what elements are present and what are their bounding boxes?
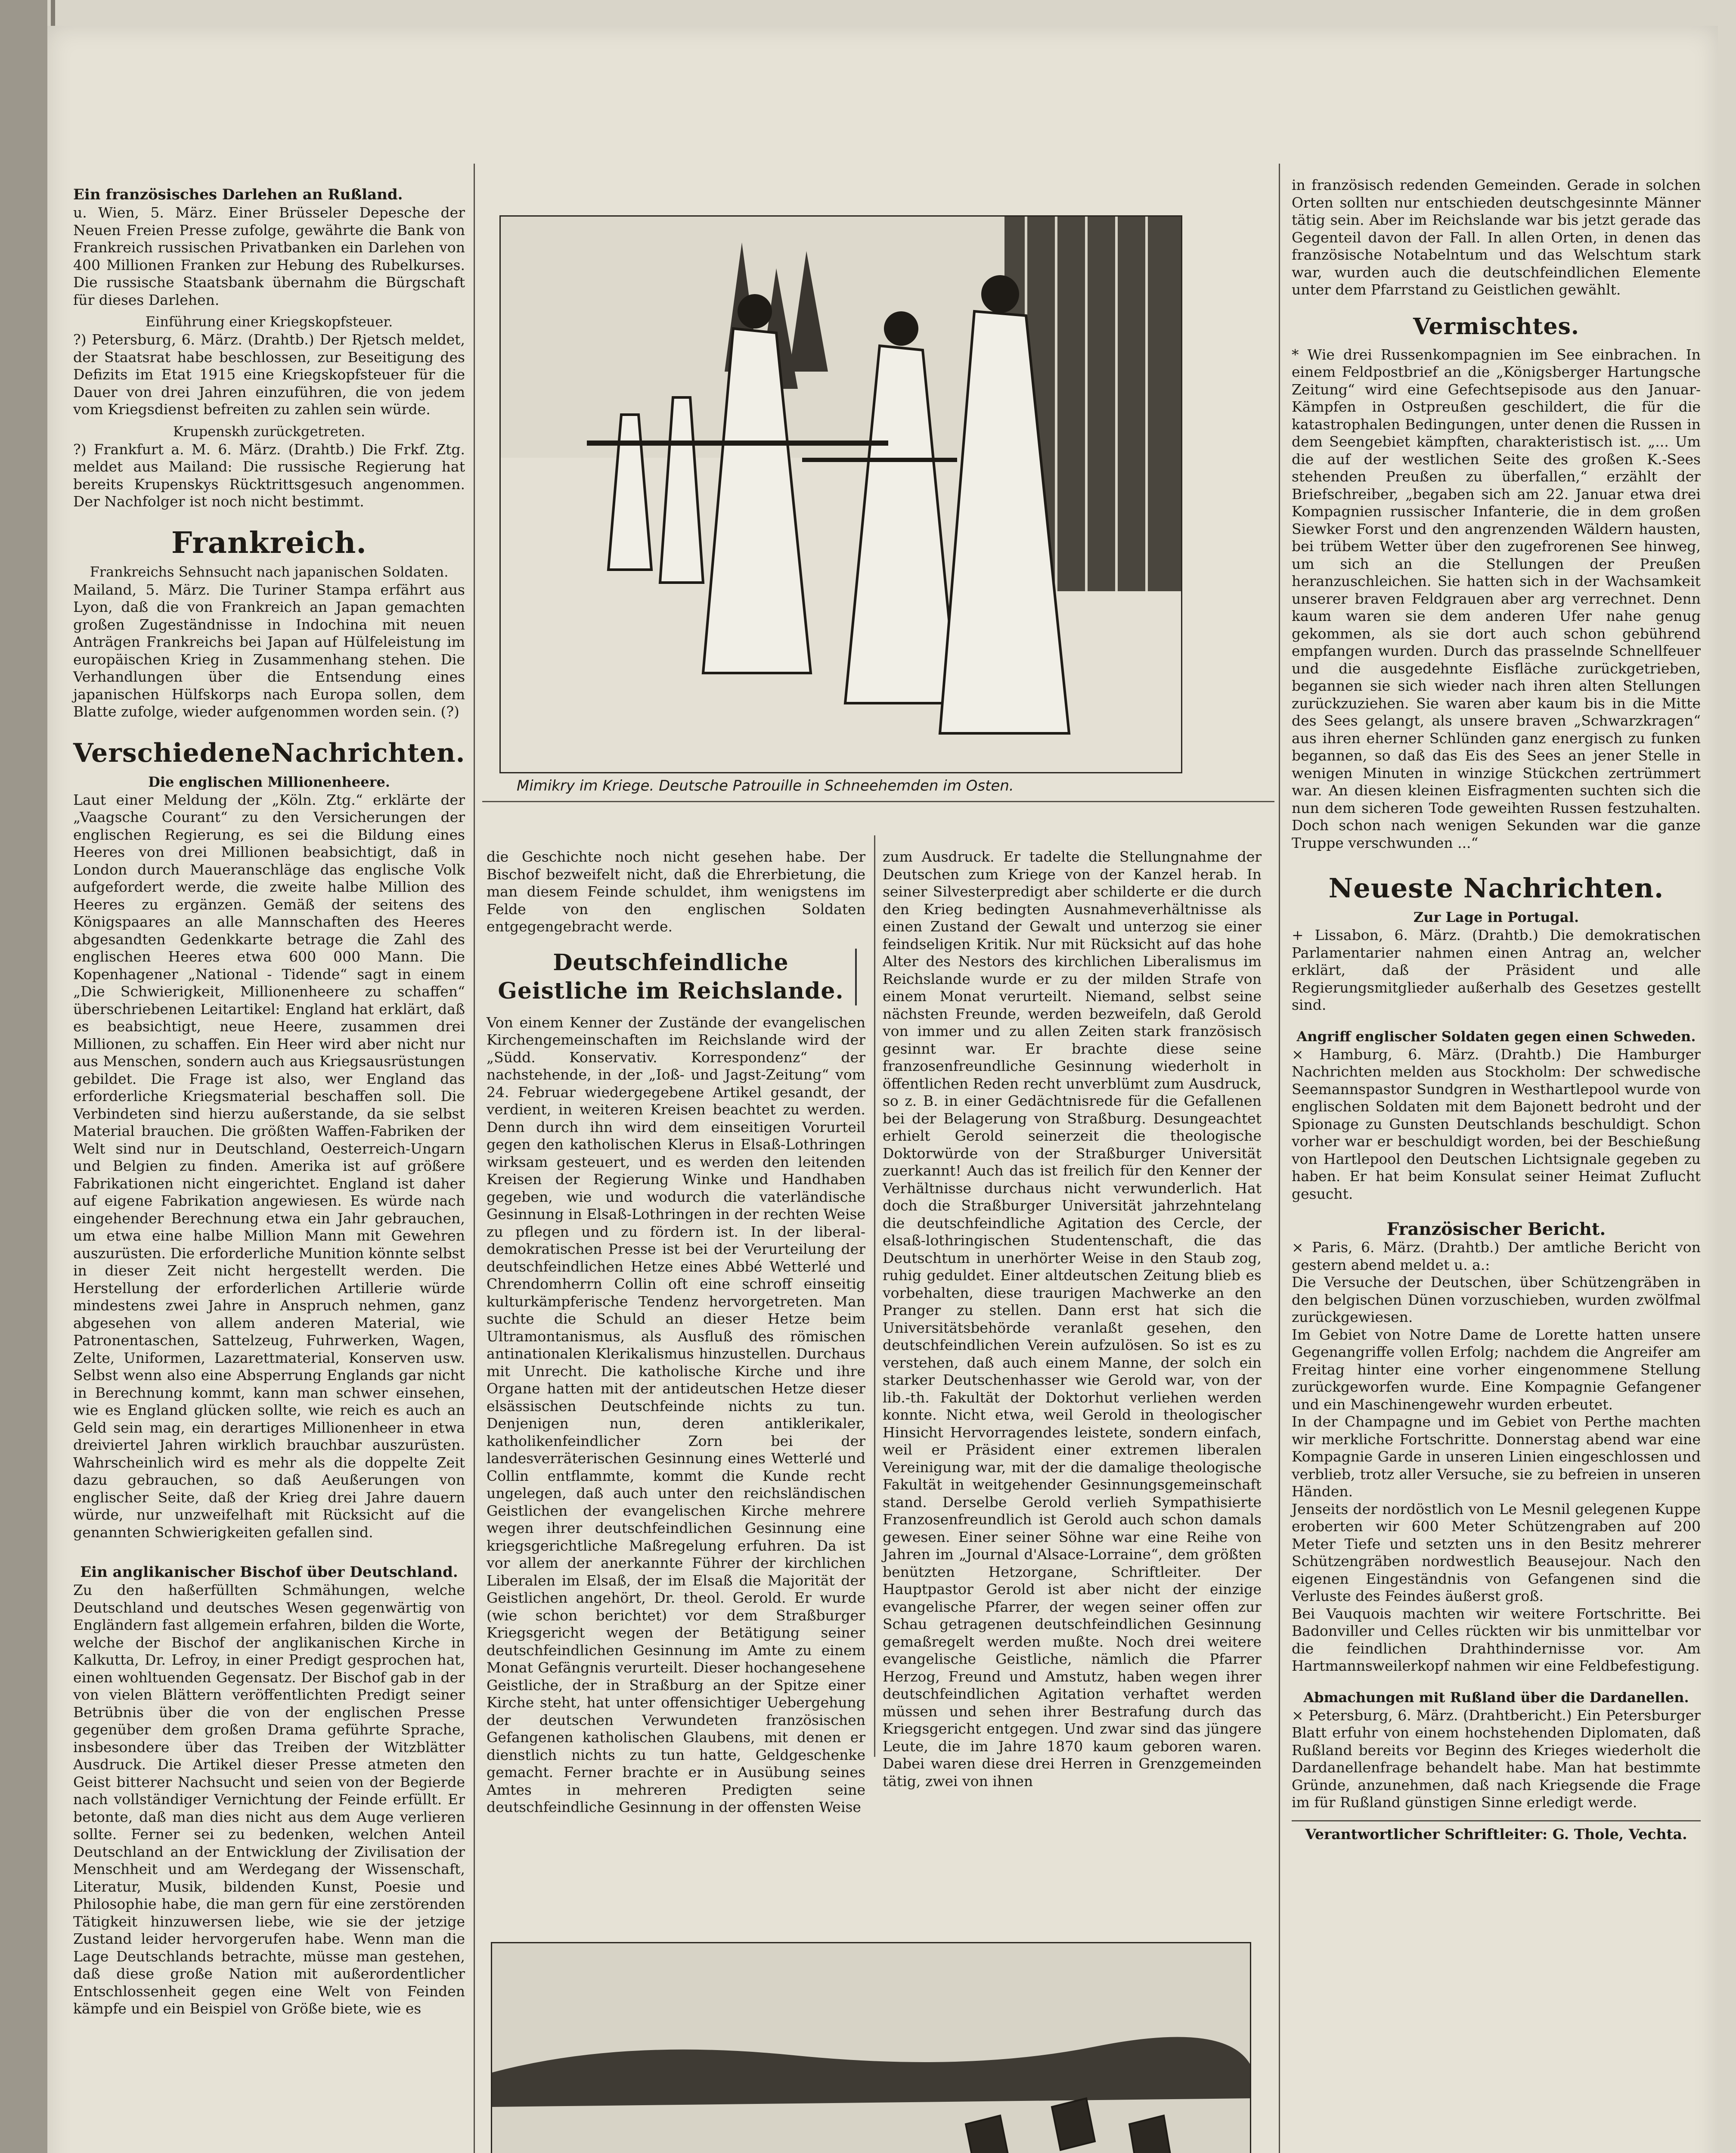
article-geistliche: Von einem Kenner der Zustände der evangelischen Kirchengemeinschaften im Reichslande wird der „Südd. Konservativ. Korrespondenz“ der nachstehende, in der „Ioß- und Jagst-Zeitung“ vom 24. Februar wiedergegebene Artikel gesandt, der verdient, in weiteren Kreisen beachtet zu werden. Denn durch ihn wird dem einseitigen Vorurteil gegen den katholischen Klerus in Elsaß-Lothringen wirksam gesteuert, und es werden den leitenden Kreisen der Regierung Winke und Handhaben gegeben, wie und wodurch die vaterländische Gesinnung in Elsaß-Lothringen in der rechten Weise zu pflegen und zu fördern ist. In der liberal-demokratischen Presse ist bei der Verurteilung der deutschfeindlichen Hetze eines Abbé Wetterlé und Chrendomherrn Collin oft eine schroff einseitig kulturkämpferische Tendenz hervorgetreten. Man suchte die Schuld an dieser Hetze beim Ultramontanismus, als Ausfluß des römischen antinationalen Klerikalismus hinzustellen. Durchaus mit Unrecht. Die katholische Kirche und ihre Organe hatten mit der antideutschen Hetze dieser elsässischen Deutschfeinde nichts zu tun. Denjenigen nun, deren antiklerikaler, katholikenfeindlicher Zorn bei der landesverräterischen Gesinnung eines Wetterlé und Collin entflammte, kommt die Kunde recht ungelegen, daß auch unter den reichsländischen Geistlichen der evangelischen Kirche mehrere wegen ihrer deutschfeindlichen Gesinnung eine kriegsgerichtliche Maßregelung erfuhren. Da ist vor allem der anerkannte Führer der kirchlichen Liberalen im Elsaß, der im Elsaß die Majorität der Geistlichen angehört, Dr. theol. Gerold. Er wurde (wie schon berichtet) vor dem Straßburger Kriegsgericht wegen der Betätigung seiner deutschfeindlichen Gesinnung im Amte zu einem Monat Gefängnis verurteilt. Dieser hochangesehene Geistliche, der in Straßburg an der Spitze einer Kirche steht, hat unter offensichtiger Uebergehung der deutschen Verwundeten französischen Gefangenen katholischen Glaubens, mit denen er dienstlich nichts zu tun hatte, Geldgeschenke gemacht. Ferner brachte er in Ausübung seines Amtes in mehreren Predigten seine deutschfeindliche Gesinnung in der offensten Weise: [487, 1014, 865, 1815]
article-bischof-cont: die Geschichte noch nicht gesehen habe. Der Bischof bezweifelt nicht, daß die Ehrerbietung, die man diesem Feinde schuldet, ihm wenigstens im Felde von den englischen Soldaten entgegengebracht werde.: [487, 848, 865, 935]
section-title-neueste: Neueste Nachrichten.: [1328, 872, 1664, 904]
headline-geistliche-box: [495, 949, 857, 1005]
article-gerold: zum Ausdruck. Er tadelte die Stellungnahme der Deutschen zum Kriege von der Kanzel herab. In seiner Silvesterpredigt aber schilderte er die durch den Krieg bedingten Ausnahmeverhältnisse als einen Zustand der Gewalt und unterzog sie einer feindseligen Kritik. Nur mit Rücksicht auf das hohe Alter des Nestors des kirchlichen Liberalismus im Reichslande wurde er zu der milden Strafe von einem Monat verurteilt. Niemand, selbst seine nächsten Freunde, werden bezweifeln, daß Gerold von immer und zu allen Zeiten stark französisch gesinnt war. Er brachte diese seine franzosenfreundliche Gesinnung wiederholt in öffentlichen Reden recht unverblümt zum Ausdruck, so z. B. in einer Gedächtnisrede für die Gefallenen bei der Belagerung von Straßburg. Desungeachtet erhielt Gerold seinerzeit die theologische Doktorwürde von der Straßburger Universität zuerkannt! Auch das ist freilich für den Kenner der Verhältnisse durchaus nicht verwunderlich. Hat doch die Straßburger Universität jahrzehntelang die deutschfeindliche Agitation des Cercle, der elsaß-lothringischen Studentenschaft, die das Deutschtum in unerhörter Weise in den Staub zog, ruhig geduldet. Einer altdeutschen Zeitung blieb es vorbehalten, diese traurigen Machwerke an den Pranger zu stellen. Dann erst hat sich die Universitätsbehörde veranlaßt gesehen, den deutschfeindlichen Verein aufzulösen. So ist es zu verstehen, daß auch einem Manne, der solch ein starker Deutschenhasser wie Gerold war, von der lib.-th. Fakultät der Doktorhut verliehen werden konnte. Nicht etwa, weil Gerold in theologischer Hinsicht Hervorragendes leistete, sondern einfach, weil er Präsident einer extremen liberalen Vereinigung war, mit der die damalige theologische Fakultät in weitgehender Gesinnungsgemeinschaft stand. Derselbe Gerold verlieh Sympathisierte Franzosenfreundlich ist Gerold auch schon damals gewesen. Einer seiner Söhne war eine Reihe von Jahren im „Journal d'Alsace-Lorraine“, dem größten benützten Hetzorgane, Schriftleiter. Der Hauptpastor Gerold ist aber nicht der einzige evangelische Pfarrer, der wegen seiner offen zur Schau getragenen deutschfeindlichen Gesinnung gemaßregelt werden mußte. Noch drei weitere evangelische Geistliche, nämlich die Pfarrer Herzog, Freund und Amstutz, haben wegen ihrer deutschfeindlichen Agitation verhaftet werden müssen und sehen ihrer Bestrafung durch das Kriegsgericht entgegen. Und zwar sind das jüngere Leute, die im Jahre 1870 kaum geboren waren. Dabei waren diese drei Herren in Grenzgemeinden tätig, zwei von ihnen: [883, 848, 1262, 1790]
section-title-frankreich: Frankreich.: [171, 525, 367, 560]
headline-japan-soldaten: Frankreichs Sehnsucht nach japanischen Soldaten.: [90, 563, 449, 580]
article-gemeinden-cont: in französisch redenden Gemeinden. Gerade in solchen Orten sollten nur entschieden deutschgesinnte Männer tätig sein. Aber im Reichslande war bis jetzt gerade das Gegenteil davon der Fall. In allen Orten, in denen das französische Notabelntum und das Welschtum stark war, wurden auch die deutschfeindlichen Elemente unter dem Pfarrstand zu Geistlichen gewählt.: [1292, 177, 1701, 298]
imprint: Verantwortlicher Schriftleiter: G. Thole, Vechta.: [1305, 1825, 1687, 1843]
imprint-rule: [1292, 1820, 1701, 1821]
patrol-drawing: [501, 217, 1181, 772]
article-russenkompagnien: * Wie drei Russenkompagnien im See einbrachen. In einem Feldpostbrief an die „Königsberger Hartungsche Zeitung“ wird eine Gefechtsepisode aus den Januar-Kämpfen in Ostpreußen geschildert, die für die katastrophalen Bedingungen, unter denen die Russen in dem Seengebiet kämpften, charakteristisch ist. „... Um die auf der westlichen Seite des großen K.-Sees stehenden Preußen zu überfallen,“ erzählt der Briefschreiber, „begaben sich am 22. Januar etwa drei Kompagnien russischer Infanterie, die in dem großen Siewker Forst und den angrenzenden Wäldern hausten, bei trübem Wetter über den zugefrorenen See hinweg, um sich an die Stellungen der Preußen heranzuschleichen. Sie hatten sich in der Wachsamkeit unserer braven Feldgrauen aber arg verrechnet. Denn kaum waren sie dem anderen Ufer nahe genug gekommen, als sie dort auch schon gebührend empfangen wurden. Durch das prasselnde Schnellfeuer und die ausgedehnte Eisfläche zurückgetrieben, begannen sie sich wieder nach ihren alten Stellungen zurückzuziehen. Sie waren aber kaum bis in die Mitte des Sees gelangt, als unsere braven „Schwarzkragen“ aus ihren eherner Schlünden ganz energisch zu funken begannen, so daß das Eis des Sees an jener Stelle in wenigen Minuten in winzige Stückchen zertrümmert war. An diesen kleinen Eisfragmenten suchten sich die nun dem sicheren Tode geweihten Russen festzuhalten. Doch schon nach wenigen Sekunden war die ganze Truppe verschwunden ...“: [1292, 346, 1701, 851]
headline-portugal: Zur Lage in Portugal.: [1413, 909, 1579, 925]
article-millionenheere: Laut einer Meldung der „Köln. Ztg.“ erklärte der „Vaagsche Courant“ zu den Versicherungen der englischen Regierung, es sei die Bildung eines Heeres von drei Millionen beabsichtigt, daß in London durch Maueranschläge das englische Volk aufgefordert werde, die zweite halbe Million des Heeres zu ergänzen. Gemäß der seitens des Königspaares an alle Mannschaften des Heeres abgesandten Gedenkkarte betrage die Zahl des englischen Heeres etwa 600 000 Mann. Die Kopenhagener „National - Tidende“ sagt in einem „Die Schwierigkeit, Millionenheere zu schaffen“ überschriebenen Leitartikel: England hat erklärt, daß es beabsichtigt, neue Heere, zusammen drei Millionen, zu schaffen. Ein Heer wird aber nicht nur aus Menschen, sondern auch aus Kriegsausrüstungen gebildet. Die Frage ist also, wer England das erforderliche Kriegsmaterial beschaffen soll. Die Verbindeten sind hierzu außerstande, da sie selbst Material brauchen. Die größten Waffen-Fabriken der Welt sind nur in Deutschland, Oesterreich-Ungarn und Belgien zu finden. Amerika ist auf größere Fabrikationen nicht eingerichtet. England ist daher auf eigene Fabrikation angewiesen. Es würde nach eingehender Berechnung etwa ein Jahr gebrauchen, um etwa eine halbe Million Mann mit Gewehren auszurüsten. Die erforderliche Munition könnte selbst in dieser Zeit nicht hergestellt werden. Die Herstellung der erforderlichen Artillerie würde mindestens zwei Jahre in Anspruch nehmen, ganz abgesehen von allem anderen Material, wie Patronentaschen, Sattelzeug, Fuhrwerken, Wagen, Zelte, Uniformen, Lazarettmaterial, Konserven usw. Selbst wenn also eine Absperrung Englands gar nicht in Berechnung kommt, kann man schwer einsehen, wie es England glücken sollte, wie reich es auch an Geld sein mag, ein derartiges Millionenheer in etwa dreiviertel Jahren wirklich brauchbar auszurüsten. Wahrscheinlich wird es mehr als die doppelte Zeit dazu gebrauchen, so daß Aeußerungen von englischer Seite, daß der Krieg drei Jahre dauern würde, nur unzweifelhaft mit Rücksicht auf die genannten Schwierigkeiten gefallen sind.: [73, 791, 465, 1541]
column-2: [487, 848, 865, 1816]
caption-patrol: Mimikry im Kriege. Deutsche Patrouille in Schneehemden im Osten.: [517, 777, 1014, 794]
headline-bischof: Ein anglikanischer Bischof über Deutschland.: [80, 1564, 458, 1581]
headline-geistliche: Deutschfeindliche Geistliche im Reichslande.: [498, 949, 844, 1004]
headline-krupensky: Krupenskh zurückgetreten.: [173, 423, 366, 440]
section-title-vermischtes: Vermischtes.: [1413, 313, 1580, 340]
illustration-patrol: [499, 215, 1182, 773]
column-rule-2: [874, 835, 875, 1757]
headline-millionenheere: Die englischen Millionenheere.: [148, 773, 390, 790]
headline-darlehen: Ein französisches Darlehen an Rußland.: [73, 186, 403, 203]
article-krupensky: ?) Frankfurt a. M. 6. März. (Drahtb.) Die Frkf. Ztg. meldet aus Mailand: Die russische Regierung hat bereits Krupenskys Rücktrittsgesuch angenommen. Der Nachfolger ist noch nicht bestimmt.: [73, 441, 465, 510]
article-portugal: + Lissabon, 6. März. (Drahtb.) Die demokratischen Parlamentarier nahmen einen Antrag an, welcher erklärt, daß der Präsident und alle Regierungsmitglieder außerhalb des Gesetzes gestellt sind.: [1292, 927, 1701, 1013]
article-franz-p1: Die Versuche der Deutschen, über Schützengräben in den belgischen Dünen vorzuschieben, wurden zwölfmal zurückgewiesen.: [1292, 1274, 1701, 1325]
battle-drawing: [492, 1943, 1250, 2153]
column-rule-1: [474, 164, 475, 2153]
article-schweden: × Hamburg, 6. März. (Drahtb.) Die Hamburger Nachrichten melden aus Stockholm: Der schwedische Seemannspastor Sundgren in Westhartlepool wurde von englischen Soldaten mit dem Bajonett bedroht und der Spionage zu Gunsten Deutschlands beschuldigt. Schon vorher war er beschuldigt worden, bei der Beschießung von Hartlepool den Deutschen Lichtsignale gegeben zu haben. Er hat beim Konsulat seiner Heimat Zuflucht gesucht.: [1292, 1045, 1701, 1202]
headline-kopfsteuer: Einführung einer Kriegskopfsteuer.: [145, 313, 393, 330]
article-franz-p5: Bei Vauquois machten wir weitere Fortschritte. Bei Badonviller und Celles rückten wir bis unmittelbar vor die feindlichen Drahthindernisse vor. Am Hartmannsweilerkopf nahmen wir eine Feldbefestigung.: [1292, 1605, 1701, 1674]
column-4: [1292, 177, 1701, 1843]
article-franz-p4: Jenseits der nordöstlich von Le Mesnil gelegenen Kuppe eroberten wir 600 Meter Schützengraben auf 200 Meter Tiefe und setzten uns in den Besitz mehrerer Schützengräben nordwestlich Beausejour. Nach den eigenen Eingeständnis von Gefangenen sind die Verluste des Feindes äußerst groß.: [1292, 1500, 1701, 1604]
article-kopfsteuer: ?) Petersburg, 6. März. (Drahtb.) Der Rjetsch meldet, der Staatsrat habe beschlossen, zur Beseitigung des Defizits im Etat 1915 eine Kriegskopfsteuer für die Dauer von drei Jahren einzuführen, die von jedem vom Kriegsdienst befreiten zu zahlen sein würde.: [73, 331, 465, 418]
column-3: [883, 848, 1262, 1790]
rule-below-patrol: [482, 801, 1274, 802]
newspaper-page: [47, 26, 1718, 2153]
article-franz-p2: Im Gebiet von Notre Dame de Lorette hatten unsere Gegenangriffe vollen Erfolg; nachdem die Angreifer am Freitag hinter eine vorher eingenommene Stellung zurückgeworfen wurde. Eine Kompagnie Gefangener und ein Maschinengewehr wurden erbeutet.: [1292, 1326, 1701, 1413]
article-franz-p3: In der Champagne und im Gebiet von Perthe machten wir merkliche Fortschritte. Donnerstag abend war eine Kompagnie Garde in unseren Linien eingeschlossen und verblieb, trotz aller Versuche, sie zu befreien in unseren Händen.: [1292, 1413, 1701, 1500]
article-franz-intro: × Paris, 6. März. (Drahtb.) Der amtliche Bericht von gestern abend meldet u. a.:: [1292, 1239, 1701, 1273]
section-title-verschiedene: VerschiedeneNachrichten.: [73, 738, 465, 768]
article-japan-soldaten: Mailand, 5. März. Die Turiner Stampa erfährt aus Lyon, daß die von Frankreich an Japan gemachten großen Zugeständnisse in Indochina mit neuen Anträgen Frankreichs bei Japan auf Hülfeleistung im europäischen Krieg in Zusammenhang stehen. Die Verhandlungen über die Entsendung eines japanischen Hülfskorps nach Europa sollen, dem Blatte zufolge, wieder aufgenommen worden sein. (?): [73, 581, 465, 720]
illustration-battle: [491, 1942, 1251, 2153]
headline-franz-bericht: Französischer Bericht.: [1386, 1219, 1606, 1239]
headline-dardanellen: Abmachungen mit Rußland über die Dardanellen.: [1303, 1689, 1689, 1706]
article-bischof: Zu den haßerfüllten Schmähungen, welche Deutschland und deutsches Wesen gegenwärtig von Engländern fast allgemein erfahren, bilden die Worte, welche der Bischof der anglikanischen Kirche in Kalkutta, Dr. Lefroy, in einer Predigt gesprochen hat, einen wohltuenden Gegensatz. Der Bischof gab in der von vielen Blättern veröffentlichten Predigt seiner Betrübnis über die von der englischen Presse gegenüber dem großen Drama geführte Sprache, insbesondere über das Treiben der Witzblätter Ausdruck. Die Artikel dieser Presse atmeten den Geist bitterer Nachsucht und seien von der Begierde nach vollständiger Vernichtung der Feinde erfüllt. Er betonte, daß man dies nicht aus dem Auge verlieren sollte. Ferner sei zu bedenken, welchen Anteil Deutschland an der Entwicklung der Zivilisation der Menschheit und am Werdegang der Wissenschaft, Literatur, Musik, bildenden Kunst, Poesie und Philosophie habe, die man gern für eine zerstörenden Tätigkeit hinzuwersen liebe, wie sie der jetzige Zustand leider hervorgerufen habe. Wenn man die Lage Deutschlands betrachte, müsse man gestehen, daß diese große Nation mit außerordentlicher Entschlossenheit gegen eine Welt von Feinden kämpfe und ein Beispiel von Größe biete, wie es: [73, 1582, 465, 2017]
column-1: [73, 164, 465, 2018]
article-dardanellen: × Petersburg, 6. März. (Drahtbericht.) Ein Petersburger Blatt erfuhr von einem hochstehenden Diplomaten, daß Rußland bereits vor Beginn des Krieges wiederholt die Dardanellenfrage behandelt habe. Man hat bestimmte Gründe, anzunehmen, daß nach Kriegsende die Frage im für Rußland günstigen Sinne erledigt werde.: [1292, 1706, 1701, 1811]
article-darlehen: u. Wien, 5. März. Einer Brüsseler Depesche der Neuen Freien Presse zufolge, gewährte die Bank von Frankreich russischen Privatbanken ein Darlehen von 400 Millionen Franken zur Hebung des Rubelkurses. Die russische Staatsbank übernahm die Bürgschaft für dieses Darlehen.: [73, 204, 465, 308]
binding-gutter: [0, 0, 47, 2153]
column-rule-3: [1279, 164, 1280, 2153]
headline-schweden: Angriff englischer Soldaten gegen einen Schweden.: [1296, 1028, 1696, 1045]
